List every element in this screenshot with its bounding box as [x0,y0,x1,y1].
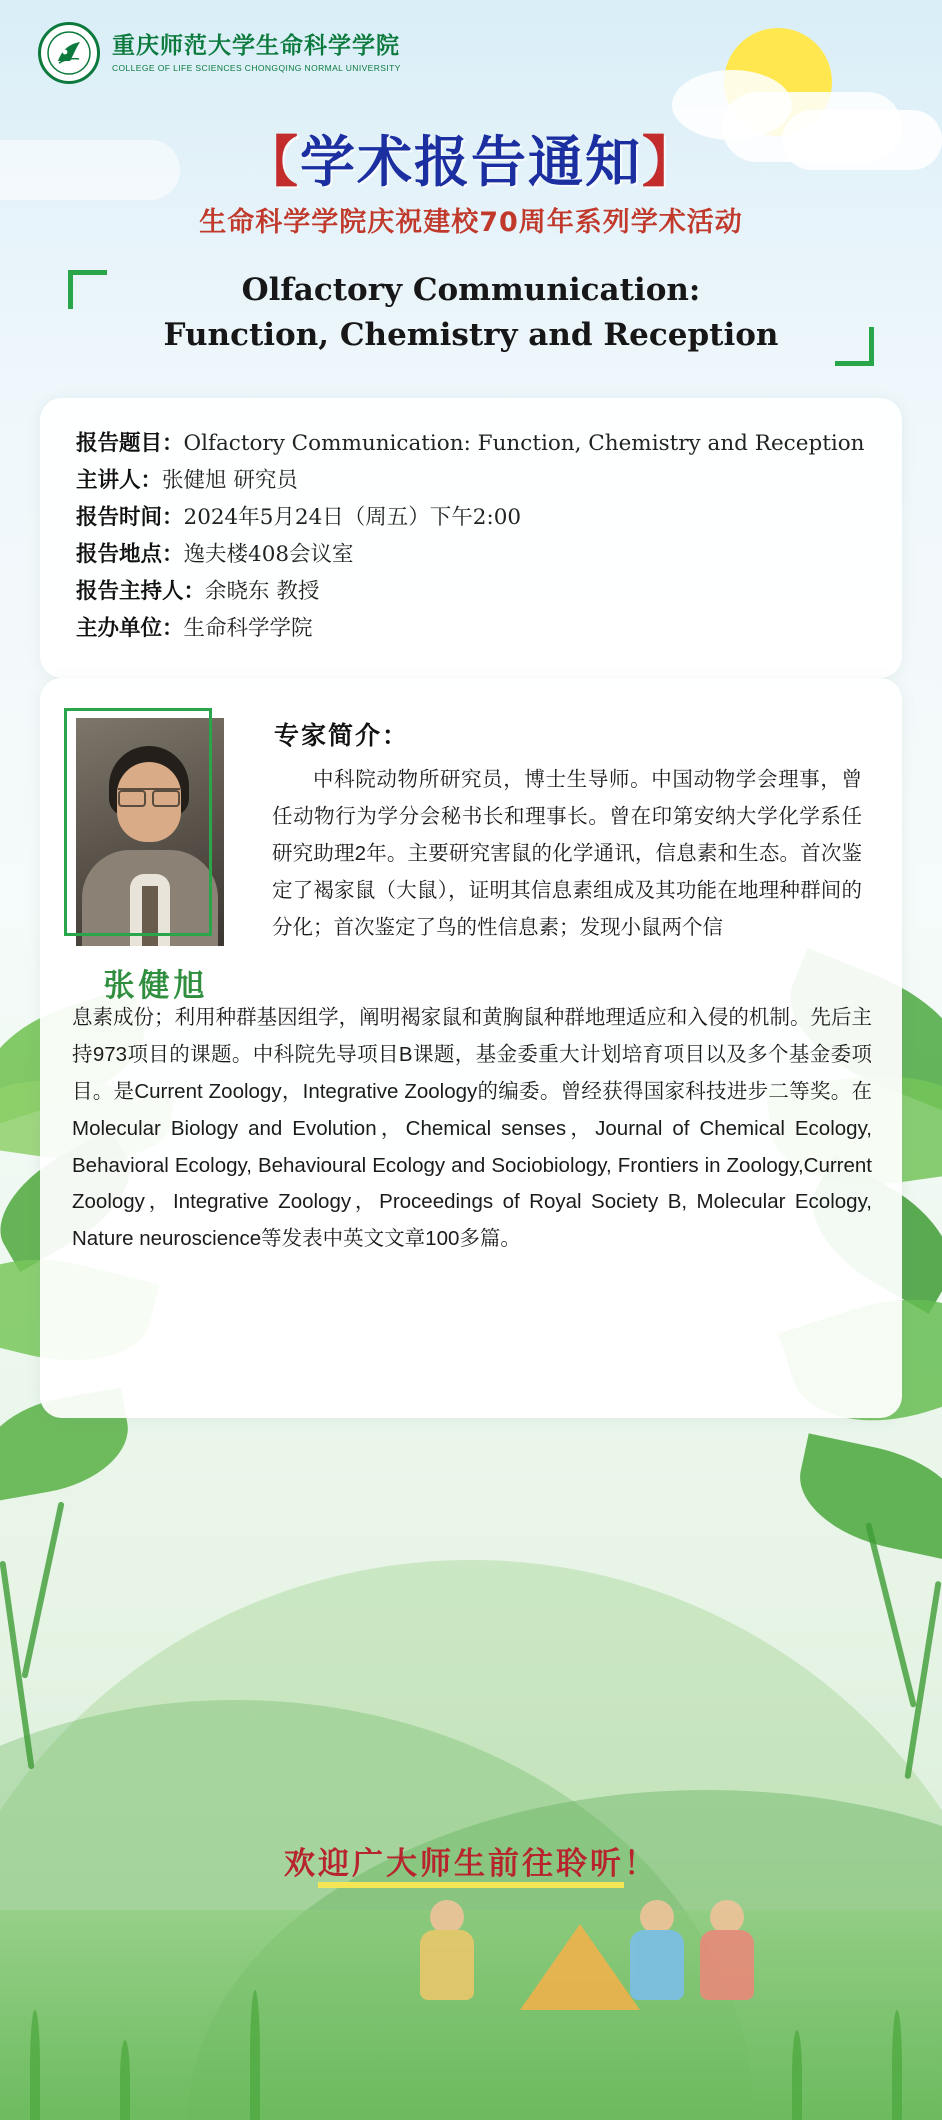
photo-frame-decoration [64,708,212,936]
camper-figure-icon [420,1900,474,2000]
info-value: 生命科学学院 [183,615,313,641]
info-row-host [76,574,866,611]
college-name-en: COLLEGE OF LIFE SCIENCES CHONGQING NORMAL UNIVERSITY [112,62,401,73]
corner-bracket-icon [68,270,107,309]
bio-paragraph-top: 中科院动物所研究员，博士生导师。中国动物学会理事，曾任动物行为学分会秘书长和理事长。曾在印第安纳大学化学系任研究助理2年。主要研究害鼠的化学通讯，信息素和生态。首次鉴定了褐家鼠（大鼠），证明其信息素组成及其功能在地理种群间的分化；首次鉴定了鸟的性信息素；发现小鼠两个信 [272,768,862,939]
bio-heading: 专家简介： [274,721,410,750]
info-row-organizer [76,611,866,648]
english-title-line2: Function, Chemistry and Reception [163,316,779,353]
english-title-block [80,268,862,358]
grass-icon [892,2010,902,2120]
welcome-message: 欢迎广大师生前往聆听！ [284,1846,658,1882]
info-label: 报告题目： [76,431,184,456]
grass-icon [792,2030,802,2120]
leaf-icon [789,1433,942,1561]
subtitle: 生命科学学院庆祝建校70周年系列学术活动 [199,207,743,238]
headline-text: 学术报告通知 [299,130,642,194]
info-value: 余晓东 教授 [205,578,320,604]
info-label: 报告时间： [76,504,184,530]
speaker-photo [76,718,224,946]
info-value: 张健旭 研究员 [162,467,298,493]
info-row-location [76,537,866,574]
info-value: 逸夫楼408会议室 [183,541,354,567]
page-title [0,118,942,197]
corner-bracket-icon [835,327,874,366]
info-label: 主办单位： [76,615,184,641]
grass-icon [120,2040,130,2120]
speaker-name: 张健旭 [103,968,209,1004]
camper-figure-icon [700,1900,754,2000]
info-label: 报告地点： [76,541,184,567]
grass-icon [30,2010,40,2120]
info-row-speaker [76,463,866,500]
info-row-time [76,500,866,537]
tent-icon [520,1924,640,2010]
university-seal-icon [38,22,100,84]
camper-figure-icon [630,1900,684,2000]
info-value: 2024年5月24日（周五）下午2:00 [183,504,522,530]
headline-bracket-left: 【 [242,130,300,194]
college-name-cn: 重庆师范大学生命科学学院 [112,32,400,60]
lecture-info-card [40,398,902,678]
headline-bracket-right: 】 [642,130,700,194]
college-logo [38,22,401,84]
info-label: 报告主持人： [76,578,206,604]
fern-icon [21,1501,64,1678]
grass-icon [250,1990,260,2120]
info-row-topic [76,426,866,463]
english-title-line1: Olfactory Communication: [241,272,701,308]
bio-paragraph-rest: 息素成份；利用种群基因组学，阐明褐家鼠和黄胸鼠种群地理适应和入侵的机制。先后主持973项目的课题。中科院先导项目B课题，基金委重大计划培育项目以及多个基金委项目。是Current Zoology，Integrative Zoology的编委。曾经获得国家科技进步二等奖。在Molecular Biology and Evolution，Chemical senses，Journal of Chemical Ecology, Behavioral Ecology, Behavioural Ecology and Sociobiology, Frontiers in Zoology,Current Zoology，Integrative Zoology，Proceedings of Royal Society B, Molecular Ecology, Nature neuroscience等发表中英文文章100多篇。 [72,1006,872,1251]
info-value: Olfactory Communication: Function, Chemistry and Reception [183,431,865,456]
info-label: 主讲人： [76,467,163,493]
